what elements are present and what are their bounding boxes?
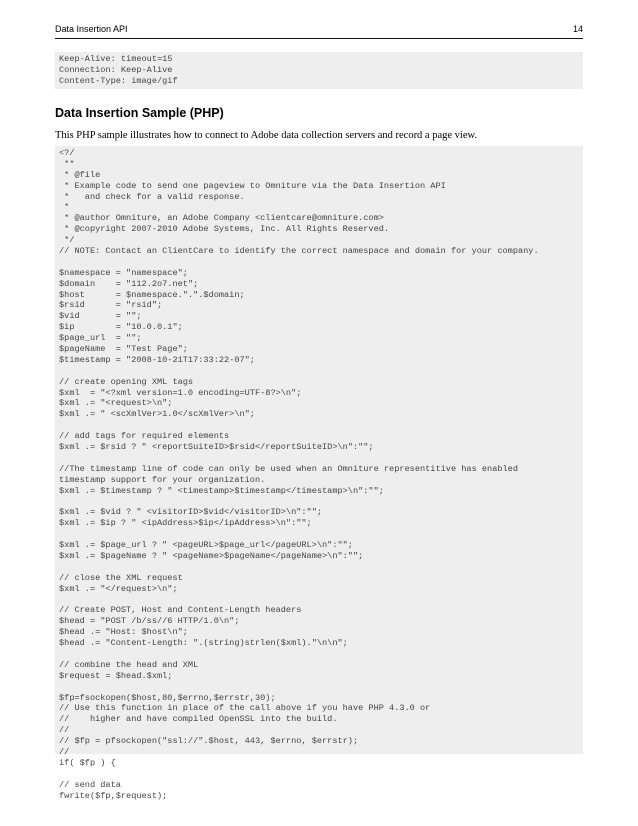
code-line: $xml .= $pageName ? " <pageName>$pageName</pageName>\n":""; bbox=[59, 550, 364, 561]
code-line: $xml .= " <scXmlVer>1.0</scXmlVer>\n"; bbox=[59, 409, 255, 420]
code-line: // send data bbox=[59, 779, 121, 790]
code-line: * bbox=[59, 202, 70, 213]
code-line: $head = "POST /b/ss//6 HTTP/1.0\n"; bbox=[59, 616, 240, 627]
running-header bbox=[55, 24, 583, 34]
code-line bbox=[59, 453, 579, 464]
code-line: $fp=fsockopen($host,80,$errno,$errstr,30); bbox=[59, 692, 276, 703]
code-line: // NOTE: Contact an ClientCare to identify the correct namespace and domain for your company. bbox=[59, 246, 539, 257]
code-line: * @file bbox=[59, 169, 101, 180]
code-line: $ip = "10.0.0.1"; bbox=[59, 322, 183, 333]
code-line: timestamp support for your organization. bbox=[59, 474, 266, 485]
code-line: fwrite($fp,$request); bbox=[59, 790, 168, 801]
code-line: $host = $namespace.".".$domain; bbox=[59, 289, 245, 300]
code-line: $xml .= $vid ? " <visitorID>$vid</visitorID>\n":""; bbox=[59, 507, 323, 518]
code-line: $page_url = ""; bbox=[59, 333, 142, 344]
code-line bbox=[59, 257, 579, 268]
code-line: // higher and have compiled OpenSSL into the build. bbox=[59, 714, 338, 725]
code-line: $xml .= "</request>\n"; bbox=[59, 583, 178, 594]
code-line: $rsid = "rsid"; bbox=[59, 300, 163, 311]
code-line: //The timestamp line of code can only be used when an Omniture representitive has enabled bbox=[59, 463, 518, 474]
code-line: $head .= "Host: $host\n"; bbox=[59, 627, 188, 638]
running-header-title: Data Insertion API bbox=[55, 24, 128, 34]
code-line: */ bbox=[59, 235, 75, 246]
code-line: // bbox=[59, 725, 70, 736]
code-line: // bbox=[59, 746, 70, 757]
section-intro-paragraph: This PHP sample illustrates how to connect to Adobe data collection servers and record a page view. bbox=[55, 130, 478, 141]
code-line: $xml .= "<request>\n"; bbox=[59, 398, 173, 409]
code-line: $request = $head.$xml; bbox=[59, 670, 173, 681]
code-line: if( $fp ) { bbox=[59, 757, 116, 768]
code-line: $namespace = "namespace"; bbox=[59, 267, 188, 278]
code-line: // Create POST, Host and Content-Length headers bbox=[59, 605, 302, 616]
code-line: $xml = "<?xml version=1.0 encoding=UTF-8?>\n"; bbox=[59, 387, 302, 398]
page-number: 14 bbox=[572, 24, 583, 34]
code-line: // add tags for required elements bbox=[59, 431, 230, 442]
code-line: ** bbox=[59, 158, 75, 169]
code-line: <?/ bbox=[59, 148, 75, 158]
code-line: // Use this function in place of the call above if you have PHP 4.3.0 or bbox=[59, 703, 431, 714]
code-line: * @copyright 2007-2010 Adobe Systems, Inc. All Rights Reserved. bbox=[59, 224, 390, 235]
code-line: $xml .= $timestamp ? " <timestamp>$timestamp</timestamp>\n":""; bbox=[59, 485, 384, 496]
code-line bbox=[59, 420, 579, 431]
code-line bbox=[59, 497, 579, 508]
code-line: * @author Omniture, an Adobe Company <clientcare@omniture.com> bbox=[59, 213, 384, 224]
code-line: * Example code to send one pageview to Omniture via the Data Insertion API bbox=[59, 180, 446, 191]
code-line: $pageName = "Test Page"; bbox=[59, 344, 188, 355]
php-sample-code-block bbox=[55, 146, 583, 801]
code-line: Keep-Alive: timeout=15 bbox=[59, 54, 173, 64]
code-line: $head .= "Content-Length: ".(string)strlen($xml)."\n\n"; bbox=[59, 638, 348, 649]
code-line: // create opening XML tags bbox=[59, 376, 194, 387]
code-line: Content-Type: image/gif bbox=[59, 75, 178, 86]
code-line bbox=[59, 529, 579, 540]
code-line: $vid = ""; bbox=[59, 311, 142, 322]
code-line bbox=[59, 562, 579, 573]
code-line: $xml .= $ip ? " <ipAddress>$ip</ipAddress>\n":""; bbox=[59, 518, 312, 529]
code-line: $xml .= $page_url ? " <pageURL>$page_url</pageURL>\n":""; bbox=[59, 540, 353, 551]
header-rule bbox=[55, 38, 583, 39]
code-line: // close the XML request bbox=[59, 572, 183, 583]
code-line: Connection: Keep-Alive bbox=[59, 64, 173, 75]
section-heading: Data Insertion Sample (PHP) bbox=[55, 106, 224, 120]
code-line bbox=[59, 682, 579, 693]
code-line bbox=[59, 366, 579, 377]
code-line: $timestamp = "2008-10-21T17:33:22-07"; bbox=[59, 354, 255, 365]
code-line: $xml .= $rsid ? " <reportSuiteID>$rsid</reportSuiteID>\n":""; bbox=[59, 442, 374, 453]
code-line: // $fp = pfsockopen("ssl://".$host, 443, $errno, $errstr); bbox=[59, 736, 359, 747]
code-line: * and check for a valid response. bbox=[59, 191, 245, 202]
http-headers-code-block bbox=[55, 52, 583, 89]
code-line bbox=[59, 649, 579, 660]
code-line bbox=[59, 769, 579, 780]
code-line: // combine the head and XML bbox=[59, 659, 199, 670]
code-line bbox=[59, 595, 579, 606]
code-line: $domain = "112.2o7.net"; bbox=[59, 278, 199, 289]
